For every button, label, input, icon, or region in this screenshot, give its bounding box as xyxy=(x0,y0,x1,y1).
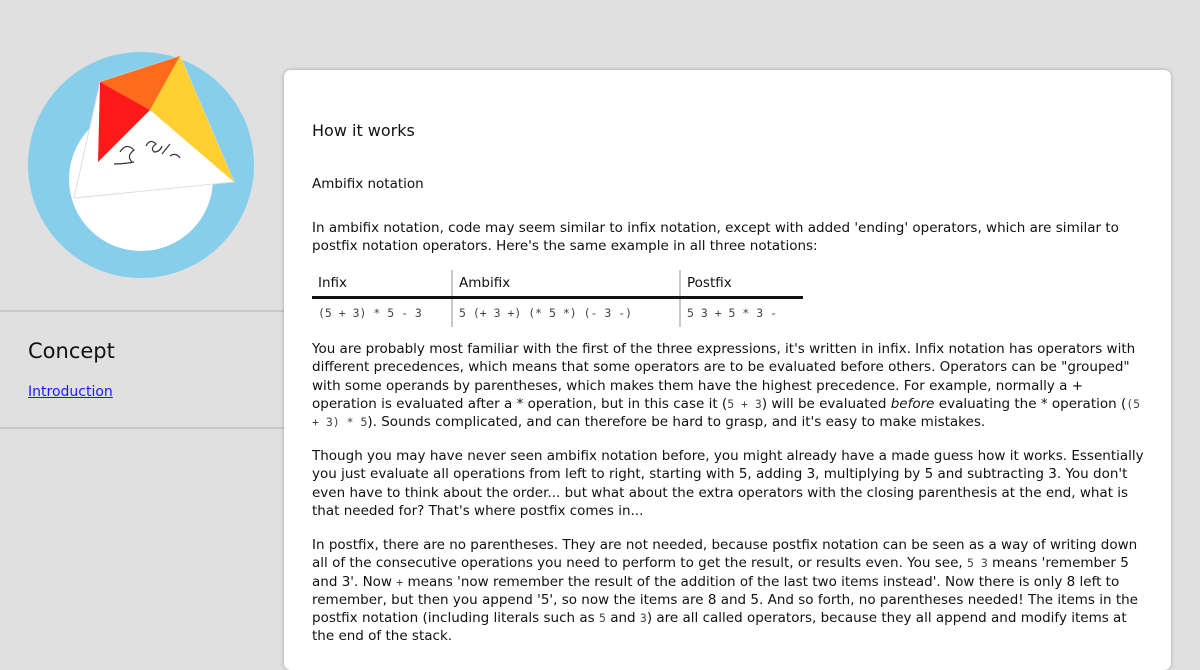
text-span: You are probably most familiar with the first of the three expressions, it's written in infix. Infix notation has operators with different precedences, which means that some operators are to be evaluated before others. Operators can be "grouped" with some operands by parentheses, which makes them have the highest precedence. For example, normally a + operation is evaluated after a * operation, but in this case it ( xyxy=(312,341,1136,412)
header-postfix: Postfix xyxy=(680,270,803,298)
cell-postfix: 5 3 + 5 * 3 - xyxy=(680,298,803,328)
infix-paragraph xyxy=(312,340,1152,431)
sidebar-divider-top xyxy=(0,310,284,312)
postfix-paragraph xyxy=(312,536,1152,646)
inline-code: 3 xyxy=(639,611,647,626)
text-span: means 'now remember the result of the addition of the last two items instead'. Now there is only 8 left to remember, but then you append '5', so now the items are 8 and 5. And so forth, no parentheses needed! The items in the postfix notation (including literals such as xyxy=(312,573,1138,627)
sidebar-divider-bottom xyxy=(0,427,284,429)
sidebar xyxy=(0,0,284,630)
emphasis: before xyxy=(890,395,935,412)
subheading: Ambifix notation xyxy=(312,176,424,192)
intro-paragraph: In ambifix notation, code may seem similar to infix notation, except with added 'ending' operators, which are similar to postfix notation operators. Here's the same example in all three notations: xyxy=(312,220,1119,255)
header-infix: Infix xyxy=(312,270,452,298)
inline-code: 5 3 xyxy=(966,556,988,571)
notation-table xyxy=(312,270,803,327)
sidebar-link-introduction[interactable]: Introduction xyxy=(28,384,113,400)
table-header-row xyxy=(312,270,803,298)
ambifix-paragraph: Though you may have never seen ambifix notation before, you might already have a made guess how it works. Essentially you just evaluate all operations from left to right, starting with 5, adding 3, multiplying by 5 and subtracting 3. You don't even have to think about the order... but what about the extra operators with the closing parenthesis at the end, what is that needed for? That's where postfix comes in... xyxy=(312,448,1144,519)
kite-logo-icon xyxy=(28,52,254,278)
cell-ambifix: 5 (+ 3 +) (* 5 *) (- 3 -) xyxy=(452,298,680,328)
text-span: ) are all called operators, because they all append and modify items at the end of the stack. xyxy=(312,610,1127,645)
inline-code: (5 + 3) * 5 xyxy=(312,396,1141,430)
text-span: ) will be evaluated xyxy=(761,395,891,412)
page-heading: How it works xyxy=(312,121,415,140)
text-span: means 'remember 5 and 3'. Now xyxy=(312,555,1129,590)
text-span: and xyxy=(605,610,640,627)
table-row xyxy=(312,298,803,328)
header-ambifix: Ambifix xyxy=(452,270,680,298)
sidebar-section-title: Concept xyxy=(28,339,115,363)
inline-code: 5 xyxy=(598,611,606,626)
inline-code: + xyxy=(396,574,404,589)
text-span: evaluating the * operation ( xyxy=(934,395,1127,412)
content-panel xyxy=(284,70,1171,670)
text-span: In postfix, there are no parentheses. They are not needed, because postfix notation can be seen as a way of writing down all of the consecutive operations you need to perform to get the result, or results even. You see, xyxy=(312,537,1138,572)
text-span: ). Sounds complicated, and can therefore be hard to grasp, and it's easy to make mistakes. xyxy=(367,414,986,431)
cell-infix: (5 + 3) * 5 - 3 xyxy=(318,306,422,320)
inline-code: 5 + 3 xyxy=(727,396,762,411)
